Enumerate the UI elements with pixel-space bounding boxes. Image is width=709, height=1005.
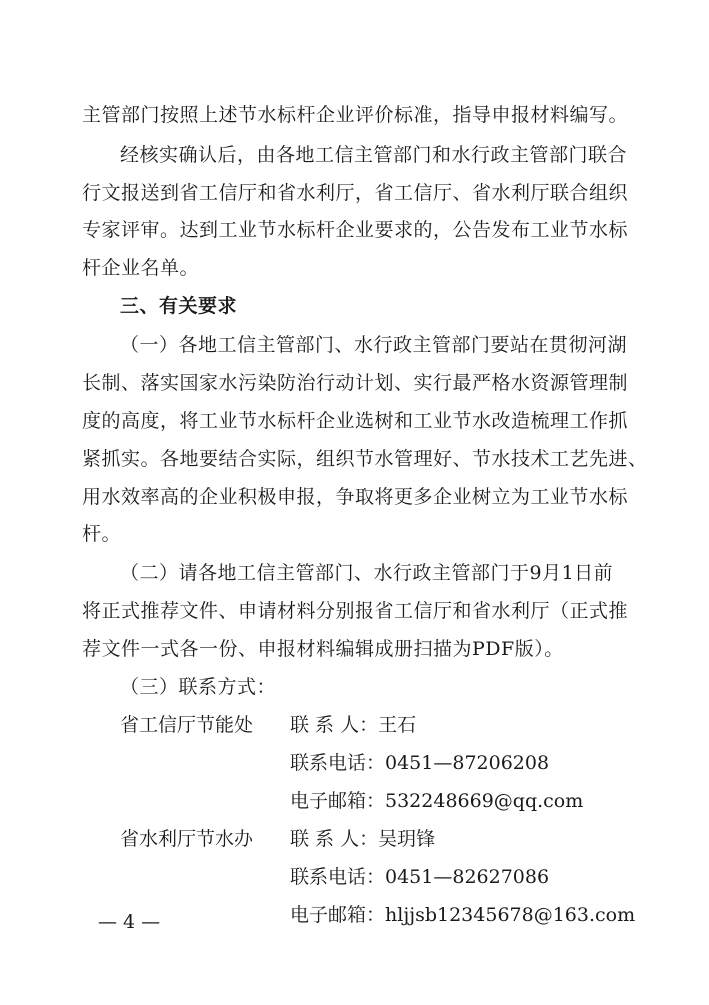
text-line: 用水效率高的企业积极申报，争取将更多企业树立为工业节水标: [82, 486, 629, 508]
contact-phone: 联系电话：0451—82627086: [290, 866, 550, 888]
contact-person: 联 系 人：王石: [290, 714, 417, 736]
text-line: 荐文件一式各一份、申报材料编辑成册扫描为PDF版）。: [82, 638, 564, 660]
contact-org: 省工信厅节能处: [120, 714, 254, 736]
text-line: （三）联系方式：: [120, 676, 277, 698]
contact-org: 省水利厅节水办: [120, 828, 254, 850]
text-line: 将正式推荐文件、申请材料分别报省工信厅和省水利厅（正式推: [82, 600, 629, 622]
text-line: 紧抓实。各地要结合实际，组织节水管理好、节水技术工艺先进、: [82, 448, 648, 470]
contact-phone: 联系电话：0451—87206208: [290, 752, 550, 774]
text-line: （二）请各地工信主管部门、水行政主管部门于9月1日前: [120, 562, 614, 584]
text-line: 度的高度，将工业节水标杆企业选树和工业节水改造梳理工作抓: [82, 410, 629, 432]
text-line: （一）各地工信主管部门、水行政主管部门要站在贯彻河湖: [120, 334, 628, 356]
text-line: 杆企业名单。: [82, 257, 200, 279]
page-number: — 4 —: [98, 911, 161, 933]
text-line: 主管部门按照上述节水标杆企业评价标准，指导申报材料编写。: [82, 104, 629, 126]
text-line: 经核实确认后，由各地工信主管部门和水行政主管部门联合: [120, 144, 628, 166]
text-line: 专家评审。达到工业节水标杆企业要求的，公告发布工业节水标: [82, 219, 629, 241]
text-line: 长制、落实国家水污染防治行动计划、实行最严格水资源管理制: [82, 372, 629, 394]
section-heading: 三、有关要求: [120, 295, 238, 317]
text-line: 杆。: [82, 523, 122, 545]
contact-email: 电子邮箱：532248669@qq.com: [290, 790, 584, 812]
text-line: 行文报送到省工信厅和省水利厅，省工信厅、省水利厅联合组织: [82, 182, 629, 204]
contact-email: 电子邮箱：hljjsb12345678@163.com: [290, 904, 636, 926]
contact-person: 联 系 人：吴玥锋: [290, 828, 436, 850]
